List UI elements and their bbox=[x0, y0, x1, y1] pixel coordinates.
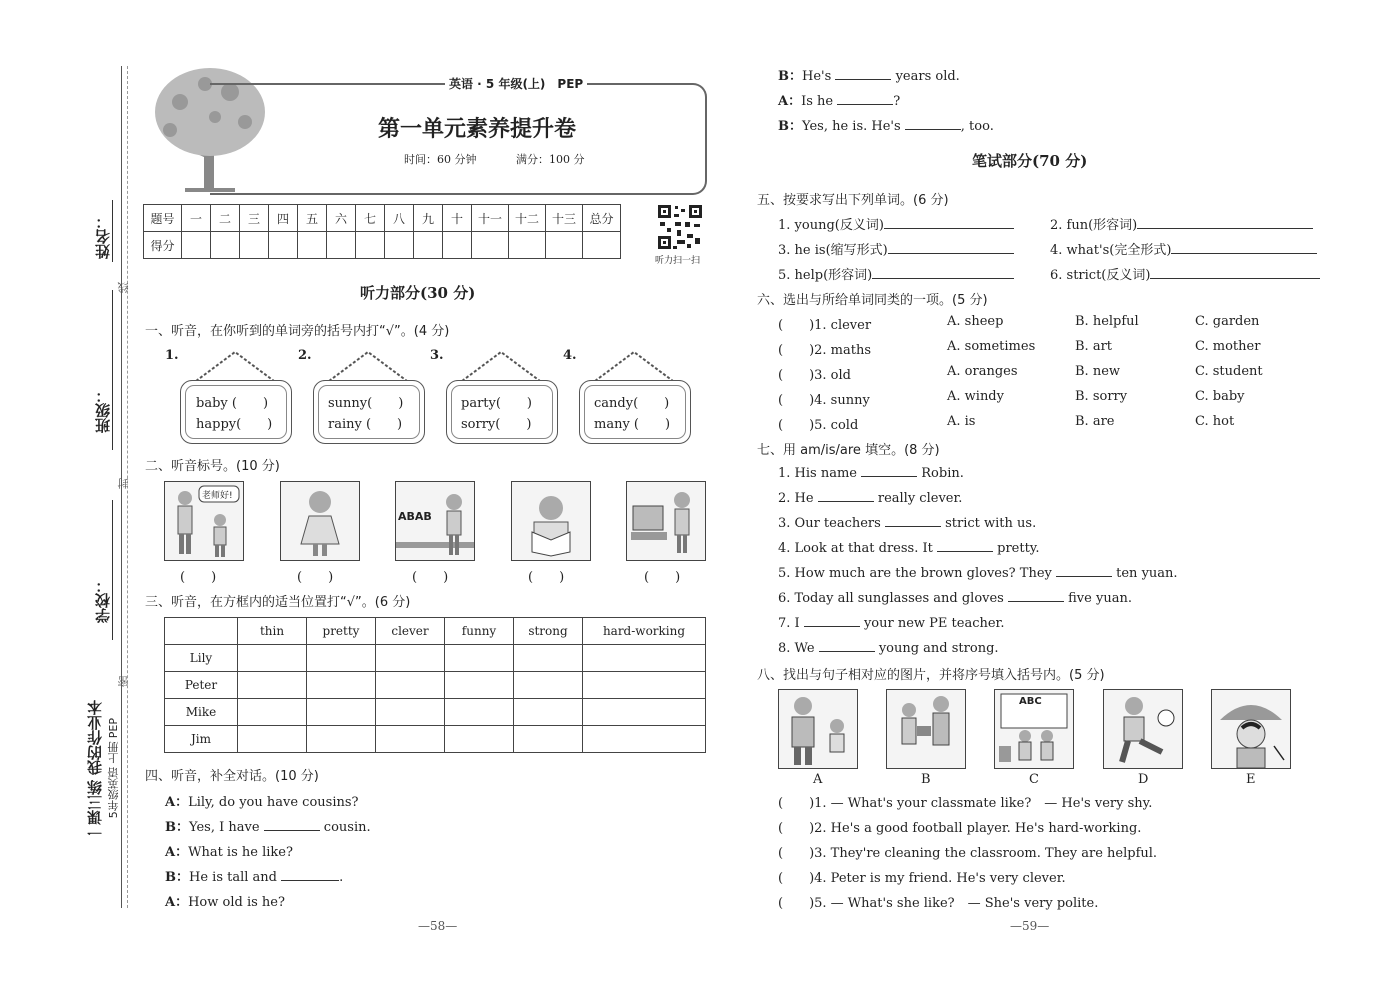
grid-check-cell[interactable] bbox=[445, 672, 514, 699]
blank-field[interactable] bbox=[872, 266, 1014, 279]
dialogue-text: ? bbox=[893, 94, 901, 109]
q1-num: 1. bbox=[165, 348, 179, 363]
q6-option: B. art bbox=[1075, 339, 1113, 354]
q2-answer-paren[interactable]: ( ) bbox=[297, 570, 334, 585]
dialogue-text: Yes, he is. He's bbox=[802, 119, 901, 134]
seal-mark: 封 bbox=[117, 478, 130, 489]
q1-word-option[interactable]: baby ( ) bbox=[196, 396, 269, 411]
q6-option: A. sometimes bbox=[947, 339, 1036, 354]
q6-option: B. sorry bbox=[1075, 389, 1128, 404]
football-player-icon bbox=[1104, 690, 1182, 768]
qr-code-icon[interactable] bbox=[657, 204, 703, 250]
grid-col-header: funny bbox=[445, 618, 514, 645]
score-cell: 二 bbox=[211, 205, 240, 232]
grid-row-header: Jim bbox=[165, 726, 238, 753]
q6-title: 六、选出与所给单词同类的一项。(5 分) bbox=[757, 293, 988, 308]
score-cell: 八 bbox=[385, 205, 414, 232]
score-input[interactable] bbox=[211, 232, 240, 259]
blank-field[interactable] bbox=[1008, 589, 1064, 602]
blank-field[interactable] bbox=[837, 92, 893, 105]
grid-check-cell[interactable] bbox=[376, 672, 445, 699]
q5-item: 6. strict(反义词) bbox=[1050, 264, 1320, 283]
blank-field[interactable] bbox=[804, 614, 860, 627]
name-label: 姓名： bbox=[94, 214, 112, 259]
cut-line-mark: 线 bbox=[117, 282, 130, 293]
speaker: A： bbox=[165, 845, 189, 860]
grid-check-cell[interactable] bbox=[238, 726, 307, 753]
dialogue-text: . bbox=[339, 870, 344, 885]
q2-answer-paren[interactable]: ( ) bbox=[528, 570, 565, 585]
word-sign bbox=[579, 380, 691, 444]
blank-field[interactable] bbox=[905, 117, 961, 130]
score-cell: 七 bbox=[356, 205, 385, 232]
shy-boy-icon bbox=[1212, 690, 1290, 768]
q5-title: 五、按要求写出下列单词。(6 分) bbox=[757, 193, 949, 208]
q8-title: 八、找出与句子相对应的图片，并将序号填入括号内。(5 分) bbox=[757, 668, 1105, 683]
q2-picture-board bbox=[395, 481, 475, 561]
q1-word-option[interactable]: sunny( ) bbox=[328, 396, 404, 411]
q2-answer-paren[interactable]: ( ) bbox=[412, 570, 449, 585]
page-number-left: —58— bbox=[418, 919, 458, 933]
blank-field[interactable] bbox=[884, 216, 1014, 229]
class-line bbox=[112, 290, 113, 450]
q1-num: 3. bbox=[430, 348, 444, 363]
q2-answer-paren[interactable]: ( ) bbox=[644, 570, 681, 585]
q1-word-option[interactable]: sorry( ) bbox=[461, 417, 532, 432]
q8-picture-a bbox=[778, 689, 858, 769]
dialogue-line bbox=[165, 816, 371, 835]
q8-picture-label: C bbox=[1029, 772, 1039, 787]
q6-option: A. windy bbox=[947, 389, 1004, 404]
q7-item: 6. Today all sunglasses and gloves five yuan. bbox=[778, 591, 1132, 606]
q1-word-option[interactable]: rainy ( ) bbox=[328, 417, 403, 432]
grid-check-cell[interactable] bbox=[514, 726, 583, 753]
score-input[interactable] bbox=[327, 232, 356, 259]
q7-item: 8. We young and strong. bbox=[778, 641, 999, 656]
score-input[interactable] bbox=[356, 232, 385, 259]
q6-option: C. mother bbox=[1195, 339, 1261, 354]
score-input[interactable] bbox=[240, 232, 269, 259]
q8-picture-d bbox=[1103, 689, 1183, 769]
q4-title: 四、听音，补全对话。(10 分) bbox=[145, 769, 319, 784]
q6-option: C. garden bbox=[1195, 314, 1260, 329]
q7-title: 七、用 am/is/are 填空。(8 分) bbox=[757, 443, 940, 458]
grid-col-header: clever bbox=[376, 618, 445, 645]
class-label: 班级： bbox=[94, 388, 112, 433]
q1-word-option[interactable]: happy( ) bbox=[196, 417, 273, 432]
score-input[interactable] bbox=[298, 232, 327, 259]
dialogue-line bbox=[165, 866, 343, 885]
score-input[interactable] bbox=[472, 232, 509, 259]
q7-item: 1. His name Robin. bbox=[778, 466, 964, 481]
q8-question[interactable]: ( )2. He's a good football player. He's hard-working. bbox=[778, 821, 1142, 836]
q8-picture-e bbox=[1211, 689, 1291, 769]
q7-item: 2. He really clever. bbox=[778, 491, 963, 506]
q6-option: C. baby bbox=[1195, 389, 1245, 404]
score-table bbox=[143, 204, 621, 259]
grid-row-header: Mike bbox=[165, 699, 238, 726]
q7-item: 7. I your new PE teacher. bbox=[778, 616, 1005, 631]
grid-check-cell[interactable] bbox=[583, 672, 706, 699]
secret-mark: 密 bbox=[117, 676, 130, 687]
q5-item: 5. help(形容词) bbox=[778, 264, 1014, 283]
speech-bubble: 老师好! bbox=[202, 491, 233, 501]
q1-word-option[interactable]: party( ) bbox=[461, 396, 532, 411]
q8-picture-label: B bbox=[921, 772, 931, 787]
word-sign bbox=[313, 380, 425, 444]
grid-row-header: Lily bbox=[165, 645, 238, 672]
q6-option: A. sheep bbox=[947, 314, 1004, 329]
q1-word-option[interactable]: many ( ) bbox=[594, 417, 671, 432]
grid-check-cell[interactable] bbox=[376, 699, 445, 726]
page-number-right: —59— bbox=[1010, 919, 1050, 933]
dialogue-line bbox=[165, 791, 359, 810]
blank-field[interactable] bbox=[835, 67, 891, 80]
q5-item: 2. fun(形容词) bbox=[1050, 214, 1313, 233]
score-input[interactable] bbox=[269, 232, 298, 259]
q2-picture-computer bbox=[626, 481, 706, 561]
dialogue-text: He's bbox=[802, 69, 832, 84]
grid-check-cell[interactable] bbox=[376, 726, 445, 753]
grid-check-cell[interactable] bbox=[376, 645, 445, 672]
blank-field[interactable] bbox=[819, 639, 875, 652]
grid-check-cell[interactable] bbox=[445, 645, 514, 672]
blank-field[interactable] bbox=[1056, 564, 1112, 577]
grid-check-cell[interactable] bbox=[583, 726, 706, 753]
grid-check-cell[interactable] bbox=[583, 699, 706, 726]
q7-item: 4. Look at that dress. It pretty. bbox=[778, 541, 1040, 556]
score-cell: 六 bbox=[327, 205, 356, 232]
score-cell: 得分 bbox=[144, 232, 182, 259]
q5-item: 3. he is(缩写形式) bbox=[778, 239, 1014, 258]
speaker: A： bbox=[165, 795, 189, 810]
blank-field[interactable] bbox=[281, 868, 339, 881]
blank-field[interactable] bbox=[861, 464, 917, 477]
grid-check-cell[interactable] bbox=[514, 645, 583, 672]
blank-field[interactable] bbox=[818, 489, 874, 502]
board-text: ABAB bbox=[398, 510, 432, 523]
grid-check-cell[interactable] bbox=[445, 699, 514, 726]
score-cell: 十一 bbox=[472, 205, 509, 232]
dialogue-line bbox=[778, 90, 900, 109]
q8-question[interactable]: ( )4. Peter is my friend. He's very clever. bbox=[778, 871, 1066, 886]
grid-check-cell[interactable] bbox=[307, 699, 376, 726]
helping-icon bbox=[887, 690, 965, 768]
blank-field[interactable] bbox=[937, 539, 993, 552]
score-input[interactable] bbox=[385, 232, 414, 259]
speaker: A： bbox=[778, 94, 802, 109]
q8-picture-b bbox=[886, 689, 966, 769]
q8-picture-label: A bbox=[813, 772, 823, 787]
q5-item: 1. young(反义词) bbox=[778, 214, 1014, 233]
grid-check-cell[interactable] bbox=[445, 726, 514, 753]
dialogue-line bbox=[778, 65, 960, 84]
q1-num: 4. bbox=[563, 348, 577, 363]
q6-option: B. are bbox=[1075, 414, 1115, 429]
dialogue-text: cousin. bbox=[323, 820, 371, 835]
dialogue-text: Yes, I have bbox=[189, 820, 260, 835]
grid-check-cell[interactable] bbox=[307, 726, 376, 753]
score-input[interactable] bbox=[182, 232, 211, 259]
dialogue-line bbox=[778, 115, 994, 134]
dialogue-text: What is he like? bbox=[188, 845, 293, 860]
grid-check-cell[interactable] bbox=[514, 672, 583, 699]
q1-title: 一、听音，在你听到的单词旁的括号内打“√”。(4 分) bbox=[145, 324, 450, 339]
grid-corner bbox=[165, 618, 238, 645]
blank-field[interactable] bbox=[1137, 216, 1313, 229]
speaker: B： bbox=[165, 820, 189, 835]
blank-field[interactable] bbox=[1150, 266, 1320, 279]
q6-question[interactable]: ( )2. maths bbox=[778, 343, 872, 358]
blank-field[interactable] bbox=[888, 241, 1014, 254]
blank-field[interactable] bbox=[1171, 241, 1317, 254]
score-cell: 五 bbox=[298, 205, 327, 232]
name-line bbox=[112, 200, 113, 262]
q6-option: A. is bbox=[947, 414, 976, 429]
q7-item: 3. Our teachers strict with us. bbox=[778, 516, 1037, 531]
grid-col-header: thin bbox=[238, 618, 307, 645]
q5-item: 4. what's(完全形式) bbox=[1050, 239, 1317, 258]
father-girl-icon bbox=[779, 690, 857, 768]
score-input[interactable] bbox=[509, 232, 546, 259]
q3-grid bbox=[164, 617, 706, 753]
q6-question[interactable]: ( )4. sunny bbox=[778, 393, 870, 408]
q2-picture-reading bbox=[511, 481, 591, 561]
dialogue-text: years old. bbox=[895, 69, 960, 84]
speaker: B： bbox=[778, 119, 802, 134]
q6-option: B. new bbox=[1075, 364, 1121, 379]
q2-picture-greeting bbox=[164, 481, 244, 561]
score-input[interactable] bbox=[443, 232, 472, 259]
score-cell: 一 bbox=[182, 205, 211, 232]
q6-question[interactable]: ( )1. clever bbox=[778, 318, 872, 333]
score-cell: 十二 bbox=[509, 205, 546, 232]
grid-col-header: hard-working bbox=[583, 618, 706, 645]
score-cell: 总分 bbox=[583, 205, 621, 232]
dialogue-text: He is tall and bbox=[189, 870, 277, 885]
score-cell: 十三 bbox=[546, 205, 583, 232]
q1-num: 2. bbox=[298, 348, 312, 363]
brand-logo: 一课三练 我的作业本 bbox=[86, 700, 104, 841]
speaker: B： bbox=[165, 870, 189, 885]
dialogue-line bbox=[165, 841, 293, 860]
q8-picture-c bbox=[994, 689, 1074, 769]
grid-col-header: strong bbox=[514, 618, 583, 645]
q2-title: 二、听音标号。(10 分) bbox=[145, 459, 280, 474]
q6-option: C. hot bbox=[1195, 414, 1235, 429]
grid-check-cell[interactable] bbox=[514, 699, 583, 726]
dialogue-text: Lily, do you have cousins? bbox=[188, 795, 359, 810]
speaker: A： bbox=[165, 895, 189, 910]
q2-picture-shy-girl bbox=[280, 481, 360, 561]
exam-title: 第一单元素养提升卷 bbox=[378, 116, 577, 142]
q8-picture-label: E bbox=[1246, 772, 1256, 787]
girl-computer-icon bbox=[627, 482, 705, 560]
q2-answer-paren[interactable]: ( ) bbox=[180, 570, 217, 585]
q1-word-option[interactable]: candy( ) bbox=[594, 396, 670, 411]
grid-check-cell[interactable] bbox=[583, 645, 706, 672]
grid-check-cell[interactable] bbox=[238, 699, 307, 726]
blank-field[interactable] bbox=[264, 818, 320, 831]
q8-question[interactable]: ( )3. They're cleaning the classroom. They are helpful. bbox=[778, 846, 1158, 861]
q6-question[interactable]: ( )3. old bbox=[778, 368, 851, 383]
q6-option: B. helpful bbox=[1075, 314, 1139, 329]
q8-question[interactable]: ( )5. — What's she like? — She's very polite. bbox=[778, 896, 1099, 911]
score-cell: 九 bbox=[414, 205, 443, 232]
school-label: 学校： bbox=[94, 578, 112, 623]
school-line bbox=[112, 500, 113, 640]
board-text: ABC bbox=[1019, 696, 1042, 707]
score-input[interactable] bbox=[414, 232, 443, 259]
q6-option: A. oranges bbox=[947, 364, 1018, 379]
q8-picture-label: D bbox=[1138, 772, 1149, 787]
dialogue-line bbox=[165, 891, 285, 910]
subject-label: 英语 · 5 年级(上) PEP bbox=[445, 75, 587, 92]
score-cell: 题号 bbox=[144, 205, 182, 232]
q6-option: C. student bbox=[1195, 364, 1263, 379]
grid-check-cell[interactable] bbox=[238, 645, 307, 672]
score-cell: 三 bbox=[240, 205, 269, 232]
qr-label: 听力扫一扫 bbox=[655, 256, 701, 266]
speaker: B： bbox=[778, 69, 802, 84]
score-input[interactable] bbox=[583, 232, 621, 259]
q6-question[interactable]: ( )5. cold bbox=[778, 418, 859, 433]
word-sign bbox=[180, 380, 292, 444]
shy-girl-icon bbox=[281, 482, 359, 560]
listening-heading: 听力部分(30 分) bbox=[360, 284, 476, 302]
dialogue-text: , too. bbox=[960, 119, 994, 134]
grid-col-header: pretty bbox=[307, 618, 376, 645]
q8-question[interactable]: ( )1. — What's your classmate like? — He's very shy. bbox=[778, 796, 1153, 811]
dialogue-text: How old is he? bbox=[188, 895, 285, 910]
grid-check-cell[interactable] bbox=[307, 672, 376, 699]
grid-row-header: Peter bbox=[165, 672, 238, 699]
score-input[interactable] bbox=[546, 232, 583, 259]
full-score-label: 满分：100 分 bbox=[516, 153, 585, 166]
grid-check-cell[interactable] bbox=[307, 645, 376, 672]
q7-item: 5. How much are the brown gloves? They ten yuan. bbox=[778, 566, 1178, 581]
blank-field[interactable] bbox=[885, 514, 941, 527]
brand-subtitle: 5年级英语 上册 PEP bbox=[107, 718, 120, 819]
dialogue-text: Is he bbox=[801, 94, 834, 109]
boy-reading-icon bbox=[512, 482, 590, 560]
word-sign bbox=[446, 380, 558, 444]
score-cell: 十 bbox=[443, 205, 472, 232]
q3-title: 三、听音，在方框内的适当位置打“√”。(6 分) bbox=[145, 595, 411, 610]
time-label: 时间：60 分钟 bbox=[404, 153, 477, 166]
score-cell: 四 bbox=[269, 205, 298, 232]
grid-check-cell[interactable] bbox=[238, 672, 307, 699]
written-heading: 笔试部分(70 分) bbox=[972, 152, 1088, 170]
